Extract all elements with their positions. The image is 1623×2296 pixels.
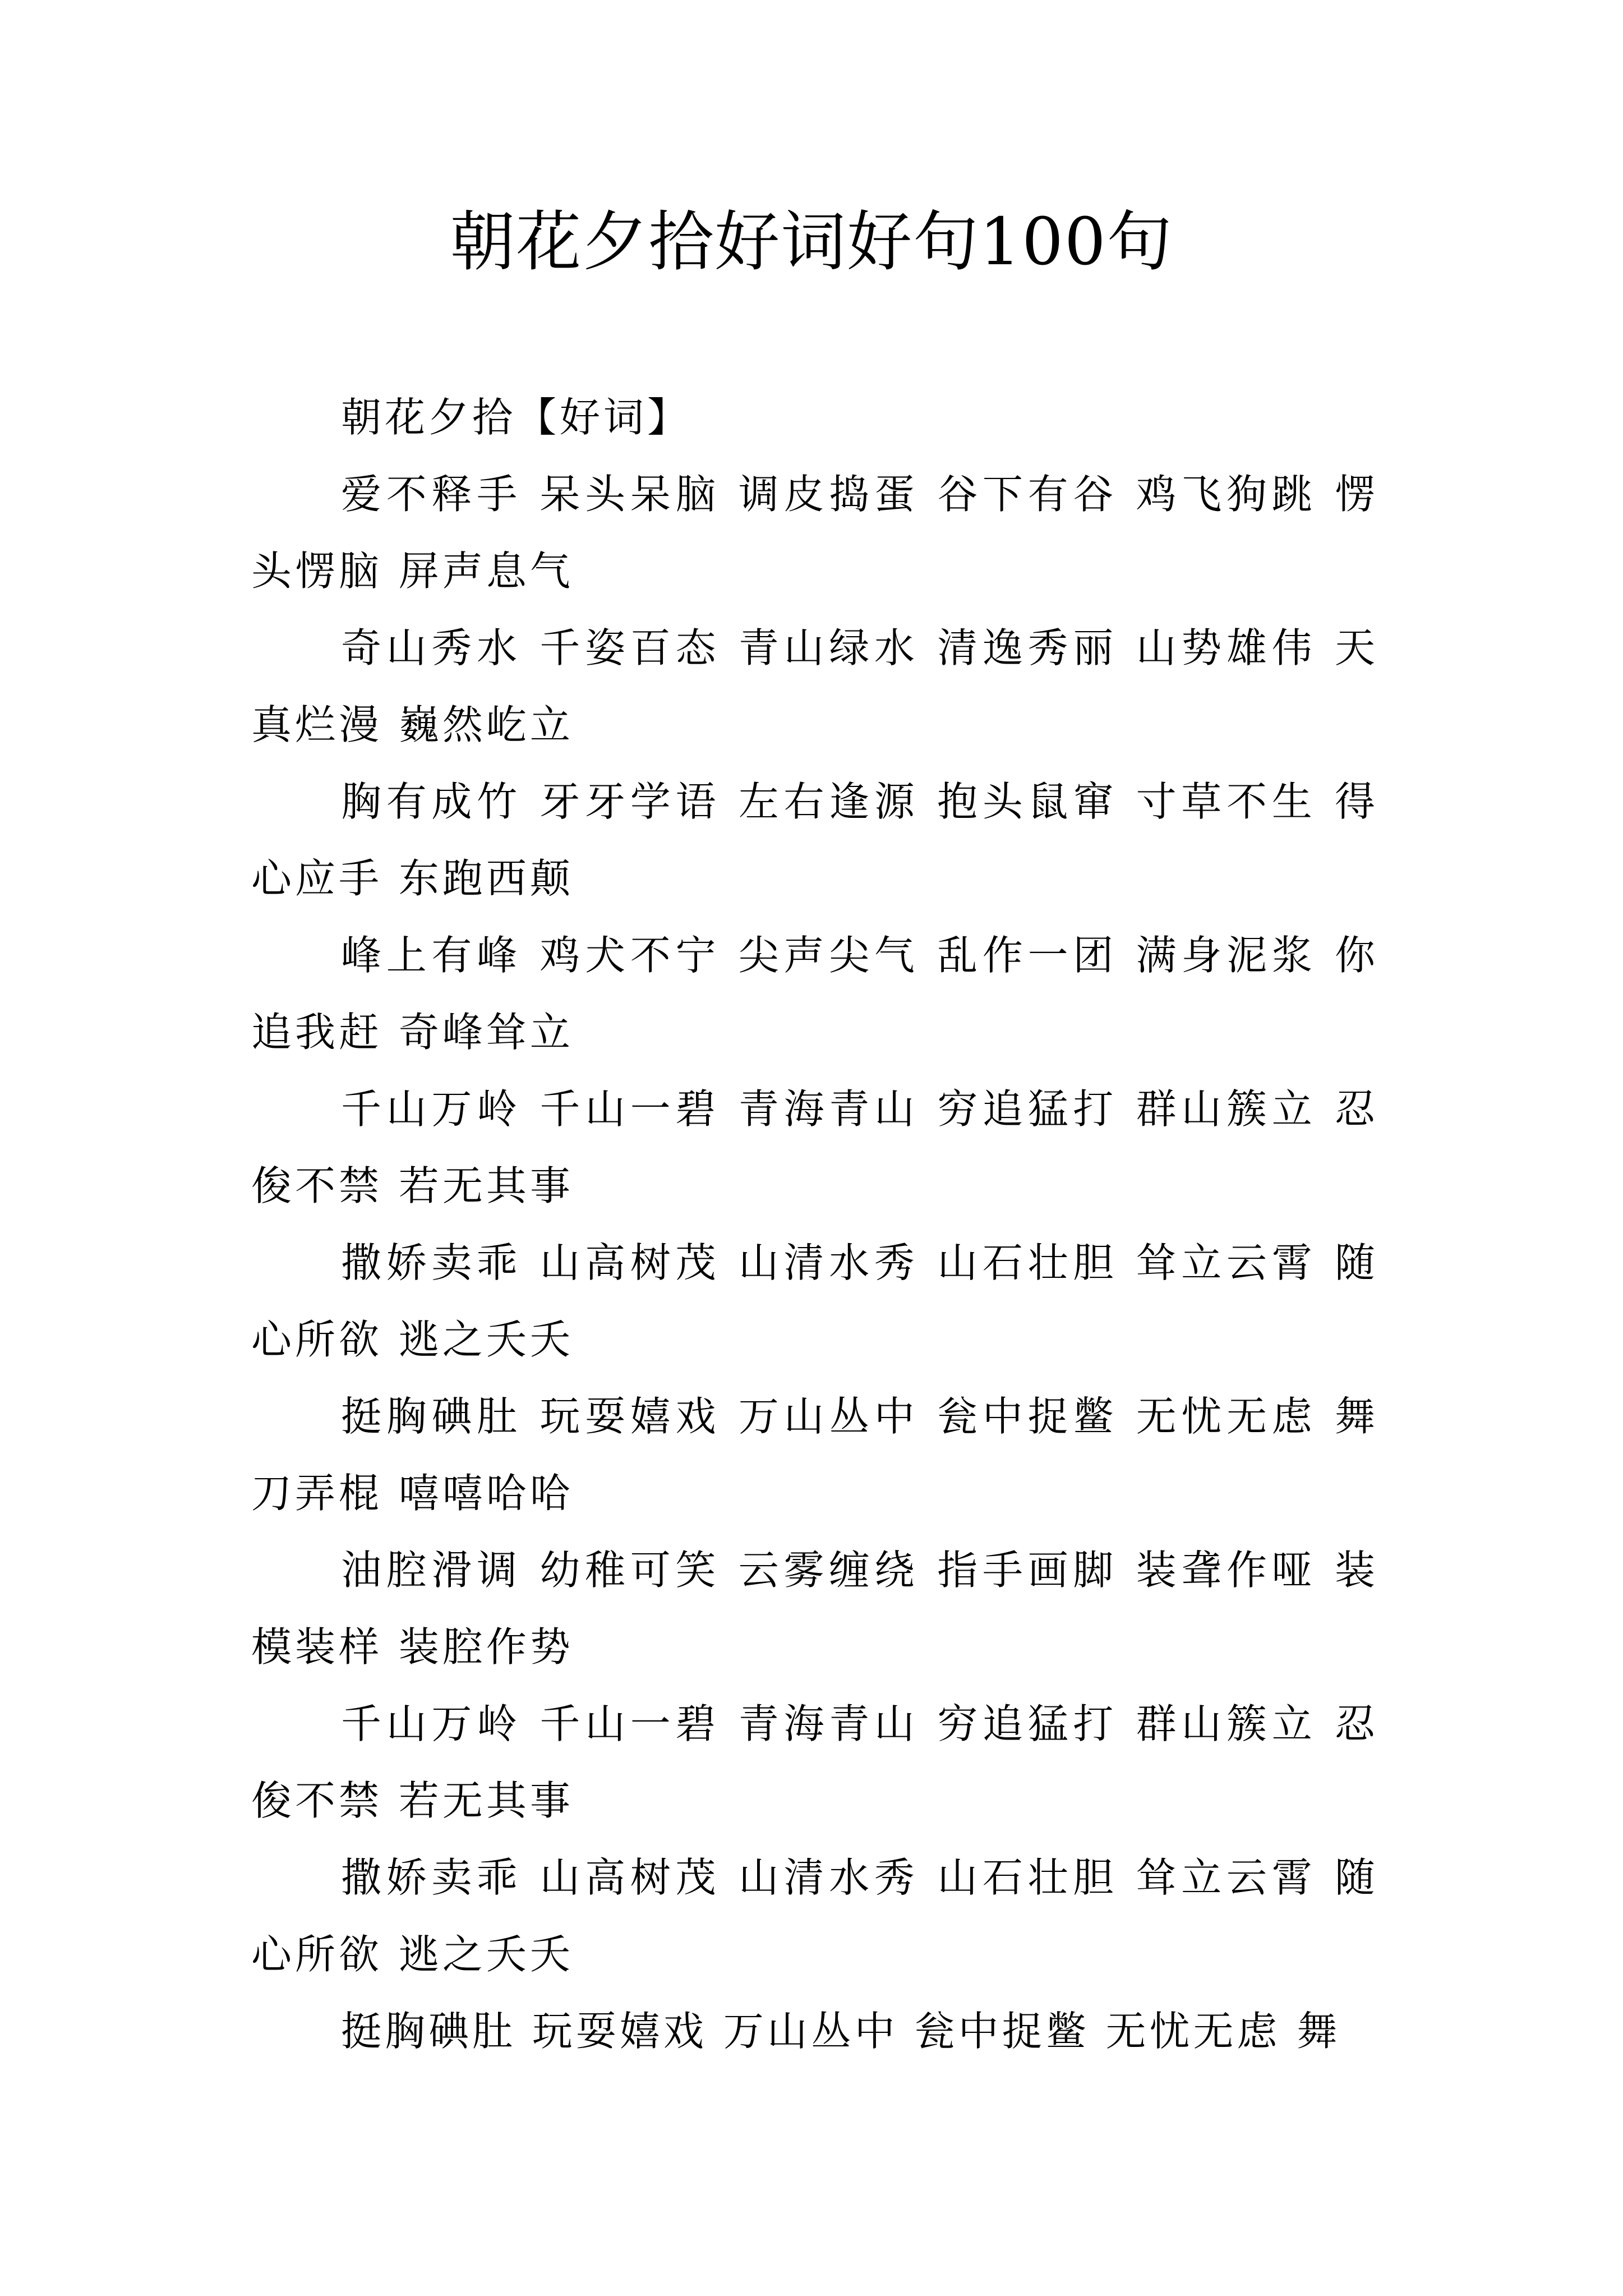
paragraph: 奇山秀水 千姿百态 青山绿水 清逸秀丽 山势雄伟 天真烂漫 巍然屹立 — [251, 624, 1378, 748]
section-heading: 朝花夕拾【好词】 — [341, 394, 691, 441]
paragraph: 峰上有峰 鸡犬不宁 尖声尖气 乱作一团 满身泥浆 你追我赶 奇峰耸立 — [251, 932, 1378, 1056]
paragraph: 撒娇卖乖 山高树茂 山清水秀 山石壮胆 耸立云霄 随心所欲 逃之夭夭 — [251, 1239, 1378, 1363]
paragraph: 挺胸碘肚 玩耍嬉戏 万山丛中 瓮中捉鳖 无忧无虑 舞 — [341, 2008, 1341, 2055]
document-title: 朝花夕拾好词好句100句 — [450, 204, 1173, 280]
paragraph: 挺胸碘肚 玩耍嬉戏 万山丛中 瓮中捉鳖 无忧无虑 舞刀弄棍 嘻嘻哈哈 — [251, 1393, 1378, 1517]
paragraph: 撒娇卖乖 山高树茂 山清水秀 山石壮胆 耸立云霄 随心所欲 逃之夭夭 — [251, 1854, 1378, 1978]
document-body — [251, 379, 1378, 2070]
paragraph: 胸有成竹 牙牙学语 左右逢源 抱头鼠窜 寸草不生 得心应手 东跑西颠 — [251, 778, 1378, 902]
paragraph: 爱不释手 呆头呆脑 调皮捣蛋 谷下有谷 鸡飞狗跳 愣头愣脑 屏声息气 — [251, 471, 1378, 595]
paragraph: 油腔滑调 幼稚可笑 云雾缠绕 指手画脚 装聋作哑 装模装样 装腔作势 — [251, 1547, 1378, 1671]
paragraph: 千山万岭 千山一碧 青海青山 穷追猛打 群山簇立 忍俊不禁 若无其事 — [251, 1085, 1378, 1209]
paragraph: 千山万岭 千山一碧 青海青山 穷追猛打 群山簇立 忍俊不禁 若无其事 — [251, 1700, 1378, 1824]
